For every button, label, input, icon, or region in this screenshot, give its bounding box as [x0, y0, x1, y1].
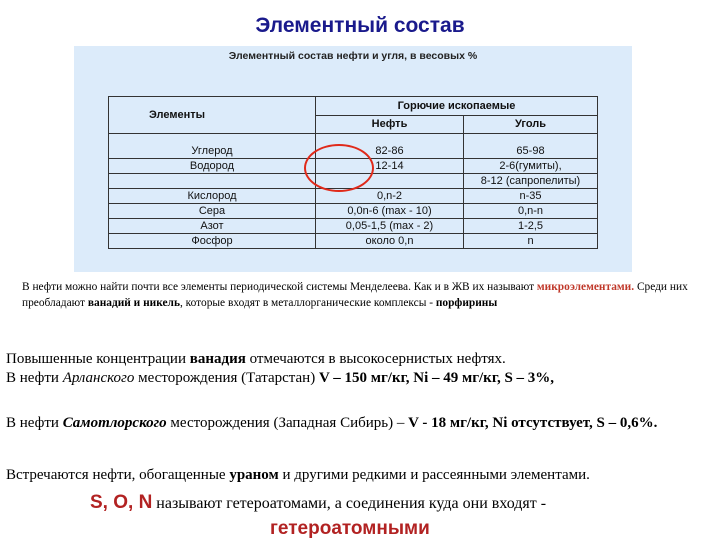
cell-coal: n-35: [464, 189, 598, 204]
samotlor-paragraph: [6, 414, 714, 433]
cell-oil: около 0,n: [316, 234, 464, 249]
text-run: В нефти можно найти почти все элементы периодической системы Менделеева. Как и в ЖВ их называют: [22, 281, 537, 293]
samotlor-field-name: Самотлорского: [62, 415, 167, 431]
uranium-term: ураном: [229, 467, 279, 483]
cell-coal: n: [464, 234, 598, 249]
arlan-field-name: Арланского: [62, 370, 135, 386]
cell-element: [109, 174, 316, 189]
text-run: месторождения (Западная Сибирь) –: [166, 415, 409, 431]
highlight-circle: [304, 144, 374, 192]
arlan-values: V – 150 мг/кг, Ni – 49 мг/кг, S – 3%,: [318, 370, 555, 386]
samotlor-values: V - 18 мг/кг, Ni отсутствует, S – 0,6%.: [408, 415, 658, 431]
cell-element: Кислород: [109, 189, 316, 204]
cell-oil: 12-14: [316, 159, 464, 174]
header-group: Горючие ископаемые: [316, 97, 598, 116]
cell-oil: 82-86: [316, 134, 464, 159]
page-title: Элементный состав: [255, 14, 465, 37]
cell-coal: 65-98: [464, 134, 598, 159]
microelements-paragraph: [22, 279, 712, 311]
cell-oil: 0,n-2: [316, 189, 464, 204]
microelements-term: микроэлементами.: [536, 281, 635, 293]
text-run: Встречаются нефти, обогащенные: [6, 467, 230, 483]
header-elements: Элементы: [109, 97, 316, 134]
heteroatomic-term: гетероатомными: [270, 518, 430, 539]
uranium-paragraph: [6, 466, 714, 485]
table-row: [109, 234, 598, 249]
table-caption: Элементный состав нефти и угля, в весовых %: [228, 50, 478, 62]
cell-element: Углерод: [109, 134, 316, 159]
heteroatoms-symbols: S, O, N: [90, 492, 153, 513]
text-run: и другими редкими и рассеянными элементами.: [278, 467, 590, 483]
text-run: месторождения (Татарстан): [134, 370, 319, 386]
table-row: [109, 189, 598, 204]
cell-coal: 1-2,5: [464, 219, 598, 234]
table-row: [109, 204, 598, 219]
cell-coal: 2-6(гумиты),: [464, 159, 598, 174]
cell-element: Водород: [109, 159, 316, 174]
heteroatoms-line: [90, 492, 546, 514]
text-run: Среди них преобладают: [22, 281, 688, 309]
cell-oil: 0,05-1,5 (max - 2): [316, 219, 464, 234]
text-run: В нефти: [6, 370, 63, 386]
cell-element: Сера: [109, 204, 316, 219]
cell-element: Азот: [109, 219, 316, 234]
cell-coal: 8-12 (сапропелиты): [464, 174, 598, 189]
vanadium-paragraph: [6, 350, 714, 388]
cell-oil: 0,0n-6 (max - 10): [316, 204, 464, 219]
text-run: , которые входят в металлорганические комплексы -: [179, 297, 436, 309]
text-run: Повышенные концентрации: [6, 351, 190, 367]
text-run: отмечаются в высокосернистых нефтях.: [245, 351, 506, 367]
porphyrins-term: порфирины: [435, 297, 498, 309]
text-run: В нефти: [6, 415, 63, 431]
cell-element: Фосфор: [109, 234, 316, 249]
table-header-row: [109, 97, 598, 116]
text-run: называют гетероатомами, а соединения куда они входят -: [152, 495, 547, 512]
cell-coal: 0,n-n: [464, 204, 598, 219]
table-row: [109, 219, 598, 234]
vanadium-term: ванадия: [189, 351, 246, 367]
vanadium-nickel-term: ванадий и никель: [87, 297, 180, 309]
header-oil: Нефть: [316, 115, 464, 134]
header-coal: Уголь: [464, 115, 598, 134]
table-panel: [74, 46, 632, 272]
